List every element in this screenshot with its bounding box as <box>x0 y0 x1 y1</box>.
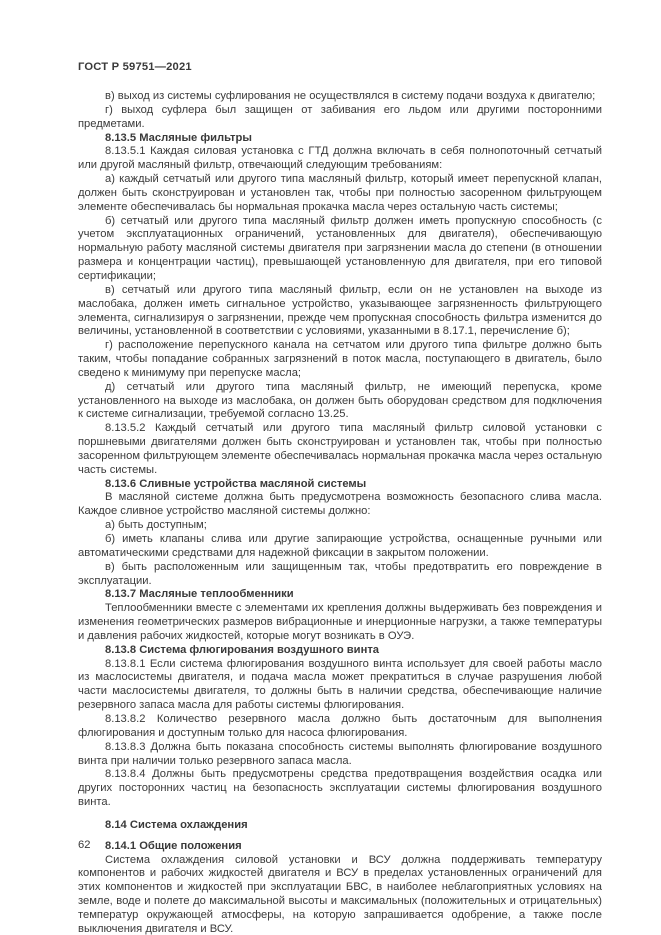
clause-heading: 8.14 Система охлаждения <box>105 818 248 831</box>
paragraph: б) иметь клапаны слива или другие запирающие устройства, оснащенные ручными или автоматическими средствами для надежной фиксации в закрытом положении. <box>78 533 602 559</box>
paragraph: 8.13.8.3 Должна быть показана способность системы выполнять флюгирование воздушного винта при наличии только резервного запаса масла. <box>78 740 602 767</box>
paragraph: в) сетчатый или другого типа масляный фильтр, если он не установлен на выходе из маслобака, должен иметь сигнальное устройство, указывающее загрязненность фильтрующего элемента, сигнализируя о загрязнении, прежде чем пропускная способность фильтра изменится до величины, установленной в соответствии с условиями, указанными в 8.17.1, перечисление б); <box>78 283 602 338</box>
paragraph: 8.13.5.1 Каждая силовая установка с ГТД должна включать в себя полнопоточный сетчатый или другой масляный фильтр, отвечающий следующим требованиям: <box>78 145 602 172</box>
paragraph: д) сетчатый или другого типа масляный фильтр, не имеющий перепуска, кроме установленного на выходе из маслобака, он должен быть оборудован средством для подключения к системе сигнализации, требуемой согласно 13.25. <box>78 380 602 421</box>
document-body <box>78 90 602 935</box>
paragraph: б) сетчатый или другого типа масляный фильтр должен иметь пропускную способность (с учетом эксплуатационных ограничений, установленных для двигателя), обеспечивающую нормальную работу масляной системы двигателя при загрязнении масла до степени (в отношении размера и концентрации частиц), превышающей установленную для двигателя, при его типовой сертификации; <box>78 214 602 282</box>
paragraph: а) каждый сетчатый или другого типа масляный фильтр, который имеет перепускной клапан, должен быть сконструирован и установлен так, чтобы при полностью засоренном фильтрующем элементе обеспечивалась бы нормальная прокачка масла через остальную часть системы; <box>78 173 602 213</box>
paragraph: Система охлаждения силовой установки и ВСУ должна поддерживать температуру компонентов и рабочих жидкостей двигателя и ВСУ в пределах установленных ограничений для этих компонентов и жидкостей при эксплуатации БВС, в наиболее неблагоприятных условиях на земле, воде и полете до максимальной высоты и максимальных (положительных и отрицательных) температур окружающей атмосферы, на которую запрашивается одобрение, а также после выключения двигателя и ВСУ. <box>78 853 602 935</box>
paragraph: 8.13.8.1 Если система флюгирования воздушного винта использует для своей работы масло из маслосистемы двигателя, и подача масла может прекратиться в случае разрушения любой части маслосистемы двигателя, то должны быть в наличии средства, обеспечивающие наличие резервного запаса масла для работы системы флюгирования. <box>78 657 602 712</box>
paragraph: 8.13.8.4 Должны быть предусмотрены средства предотвращения воздействия осадка или других посторонних частиц на безопасность эксплуатации системы флюгирования воздушного винта. <box>78 768 602 809</box>
clause-heading: 8.13.6 Сливные устройства масляной системы <box>105 477 367 490</box>
clause-heading: 8.13.8 Система флюгирования воздушного винта <box>105 643 380 656</box>
clause-heading: 8.14.1 Общие положения <box>105 839 242 852</box>
paragraph: г) выход суфлера был защищен от забивания его льдом или другими посторонними предметами. <box>78 103 602 130</box>
running-header: ГОСТ Р 59751—2021 <box>78 61 192 73</box>
paragraph: в) выход из системы суфлирования не осуществлялся в систему подачи воздуха к двигателю; <box>105 90 596 102</box>
paragraph: а) быть доступным; <box>105 519 207 532</box>
clause-heading: 8.13.7 Масляные теплообменники <box>105 588 294 601</box>
paragraph: 8.13.8.2 Количество резервного масла должно быть достаточным для выполнения флюгирования и доступным только для насоса флюгирования. <box>78 712 602 739</box>
paragraph: 8.13.5.2 Каждый сетчатый или другого типа масляный фильтр силовой установки с поршневыми двигателями должен быть сконструирован и установлен так, чтобы при полностью засоренном фильтрующем элементе обеспечивалась нормальная прокачка масла через остальную часть системы. <box>78 422 602 476</box>
paragraph: в) быть расположенным или защищенным так, чтобы предотвратить его повреждение в эксплуатации. <box>78 560 602 587</box>
paragraph: г) расположение перепускного канала на сетчатом или другого типа фильтре должно быть таким, чтобы попадание собранных загрязнений в поток масла, поступающего в двигатель, было сведено к минимуму при перепуске масла; <box>78 339 602 379</box>
paragraph: В масляной системе должна быть предусмотрена возможность безопасного слива масла. Каждое сливное устройство масляной системы должно: <box>78 491 602 518</box>
clause-heading: 8.13.5 Масляные фильтры <box>105 131 252 144</box>
paragraph: Теплообменники вместе с элементами их крепления должны выдерживать без повреждения и изменения геометрических размеров вибрационные и инерционные нагрузки, а также температуры и давления рабочих жидкостей, которые могут возникать в ОУЭ. <box>78 602 602 642</box>
page-number: 62 <box>78 839 91 851</box>
